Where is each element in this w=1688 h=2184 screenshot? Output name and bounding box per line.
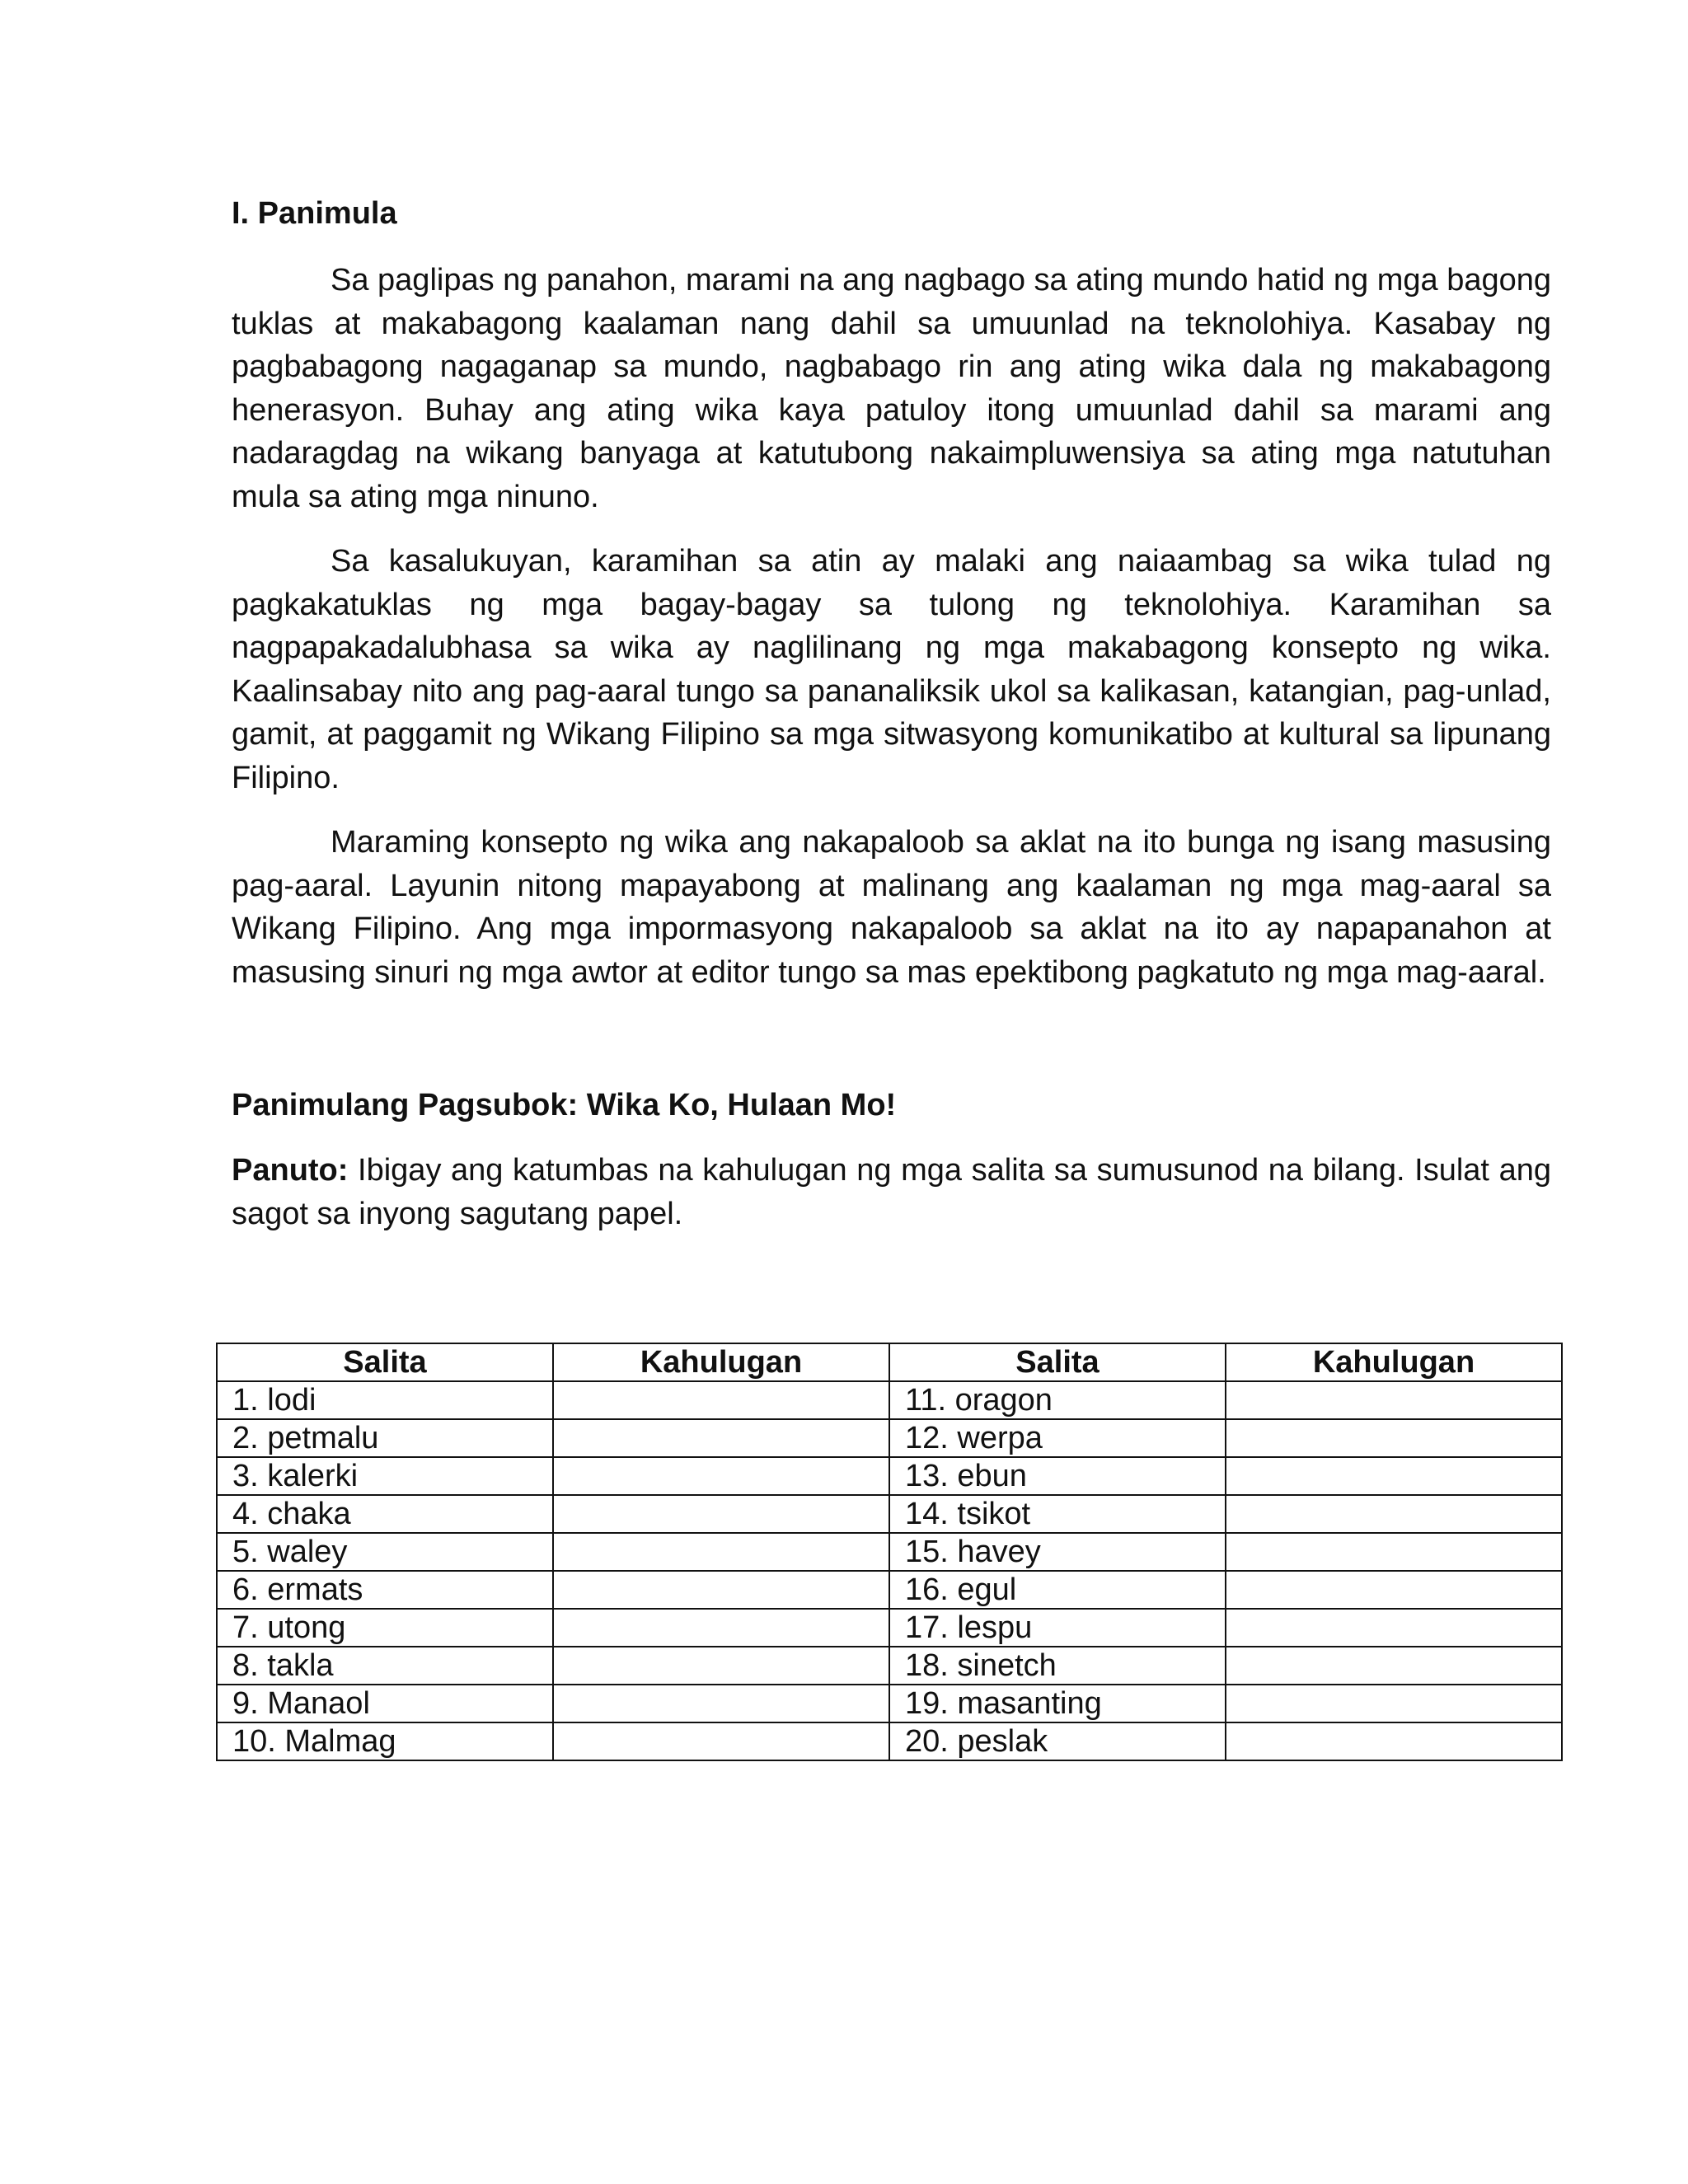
table-row <box>217 1571 1562 1609</box>
left-word-cell: 6. ermats <box>217 1571 553 1609</box>
left-word-cell: 5. waley <box>217 1533 553 1571</box>
left-meaning-cell <box>553 1647 889 1685</box>
left-meaning-cell <box>553 1381 889 1419</box>
left-word-cell: 7. utong <box>217 1609 553 1647</box>
right-word-cell: 12. werpa <box>889 1419 1226 1457</box>
left-word-cell: 8. takla <box>217 1647 553 1685</box>
right-meaning-cell <box>1226 1419 1562 1457</box>
table-header-row <box>217 1343 1562 1381</box>
table-row <box>217 1419 1562 1457</box>
table-row <box>217 1685 1562 1722</box>
left-word-cell: 2. petmalu <box>217 1419 553 1457</box>
intro-paragraph-1: Sa paglipas ng panahon, marami na ang nagbago sa ating mundo hatid ng mga bagong tuklas at makabagong kaalaman nang dahil sa umuunlad na teknolohiya. Kasabay ng pagbabagong nagaganap sa mundo, nagbabago rin ang ating wika dala ng makabagong henerasyon. Buhay ang ating wika kaya patuloy itong umuunlad dahil sa marami ang nadaragdag na wikang banyaga at katutubong nakaimpluwensiya sa ating mga natutuhan mula sa ating mga ninuno. <box>232 263 1551 514</box>
left-word-cell: 1. lodi <box>217 1381 553 1419</box>
quiz-instructions <box>232 1149 1551 1235</box>
table-row <box>217 1722 1562 1760</box>
right-meaning-cell <box>1226 1457 1562 1495</box>
left-meaning-cell <box>553 1609 889 1647</box>
right-word-cell: 17. lespu <box>889 1609 1226 1647</box>
header-kahulugan-right: Kahulugan <box>1226 1343 1562 1381</box>
vocabulary-table-container <box>216 1343 1561 1761</box>
right-word-cell: 15. havey <box>889 1533 1226 1571</box>
left-meaning-cell <box>553 1571 889 1609</box>
instructions-text: Ibigay ang katumbas na kahulugan ng mga salita sa sumusunod na bilang. Isulat ang sagot sa inyong sagutang papel. <box>232 1153 1551 1231</box>
left-meaning-cell <box>553 1495 889 1533</box>
intro-paragraph-2: Sa kasalukuyan, karamihan sa atin ay malaki ang naiaambag sa wika tulad ng pagkakatuklas ng mga bagay-bagay sa tulong ng teknolohiya. Karamihan sa nagpapakadalubhasa sa wika ay naglilinang ng mga makabagong konsepto ng wika. Kaalinsabay nito ang pag-aaral tungo sa pananaliksik ukol sa kalikasan, katangian, pag-unlad, gamit, at paggamit ng Wikang Filipino sa mga sitwasyong komunikatibo at kultural sa lipunang Filipino. <box>232 544 1551 795</box>
table-row <box>217 1647 1562 1685</box>
right-word-cell: 11. oragon <box>889 1381 1226 1419</box>
right-word-cell: 20. peslak <box>889 1722 1226 1760</box>
table-row <box>217 1495 1562 1533</box>
header-salita-left: Salita <box>217 1343 553 1381</box>
left-meaning-cell <box>553 1685 889 1722</box>
left-word-cell: 3. kalerki <box>217 1457 553 1495</box>
intro-paragraph-3: Maraming konsepto ng wika ang nakapaloob sa aklat na ito bunga ng isang masusing pag-aaral. Layunin nitong mapayabong at malinang ang kaalaman ng mga mag-aaral sa Wikang Filipino. Ang mga impormasyong nakapaloob sa aklat na ito ay napapanahon at masusing sinuri ng mga awtor at editor tungo sa mas epektibong pagkatuto ng mga mag-aaral. <box>232 825 1551 990</box>
right-word-cell: 14. tsikot <box>889 1495 1226 1533</box>
header-kahulugan-left: Kahulugan <box>553 1343 889 1381</box>
left-meaning-cell <box>553 1419 889 1457</box>
right-meaning-cell <box>1226 1533 1562 1571</box>
header-salita-right: Salita <box>889 1343 1226 1381</box>
right-meaning-cell <box>1226 1609 1562 1647</box>
right-meaning-cell <box>1226 1381 1562 1419</box>
table-row <box>217 1457 1562 1495</box>
left-word-cell: 10. Malmag <box>217 1722 553 1760</box>
vocabulary-table <box>216 1343 1563 1761</box>
right-word-cell: 18. sinetch <box>889 1647 1226 1685</box>
right-word-cell: 19. masanting <box>889 1685 1226 1722</box>
left-word-cell: 9. Manaol <box>217 1685 553 1722</box>
right-meaning-cell <box>1226 1722 1562 1760</box>
left-meaning-cell <box>553 1722 889 1760</box>
right-word-cell: 16. egul <box>889 1571 1226 1609</box>
right-meaning-cell <box>1226 1685 1562 1722</box>
section-heading: I. Panimula <box>232 196 397 231</box>
left-meaning-cell <box>553 1457 889 1495</box>
right-meaning-cell <box>1226 1647 1562 1685</box>
table-row <box>217 1609 1562 1647</box>
instructions-label: Panuto: <box>232 1153 349 1188</box>
document-body <box>232 191 1551 1235</box>
right-meaning-cell <box>1226 1495 1562 1533</box>
left-meaning-cell <box>553 1533 889 1571</box>
quiz-heading: Panimulang Pagsubok: Wika Ko, Hulaan Mo! <box>232 1088 897 1122</box>
left-word-cell: 4. chaka <box>217 1495 553 1533</box>
table-row <box>217 1533 1562 1571</box>
right-meaning-cell <box>1226 1571 1562 1609</box>
table-row <box>217 1381 1562 1419</box>
right-word-cell: 13. ebun <box>889 1457 1226 1495</box>
